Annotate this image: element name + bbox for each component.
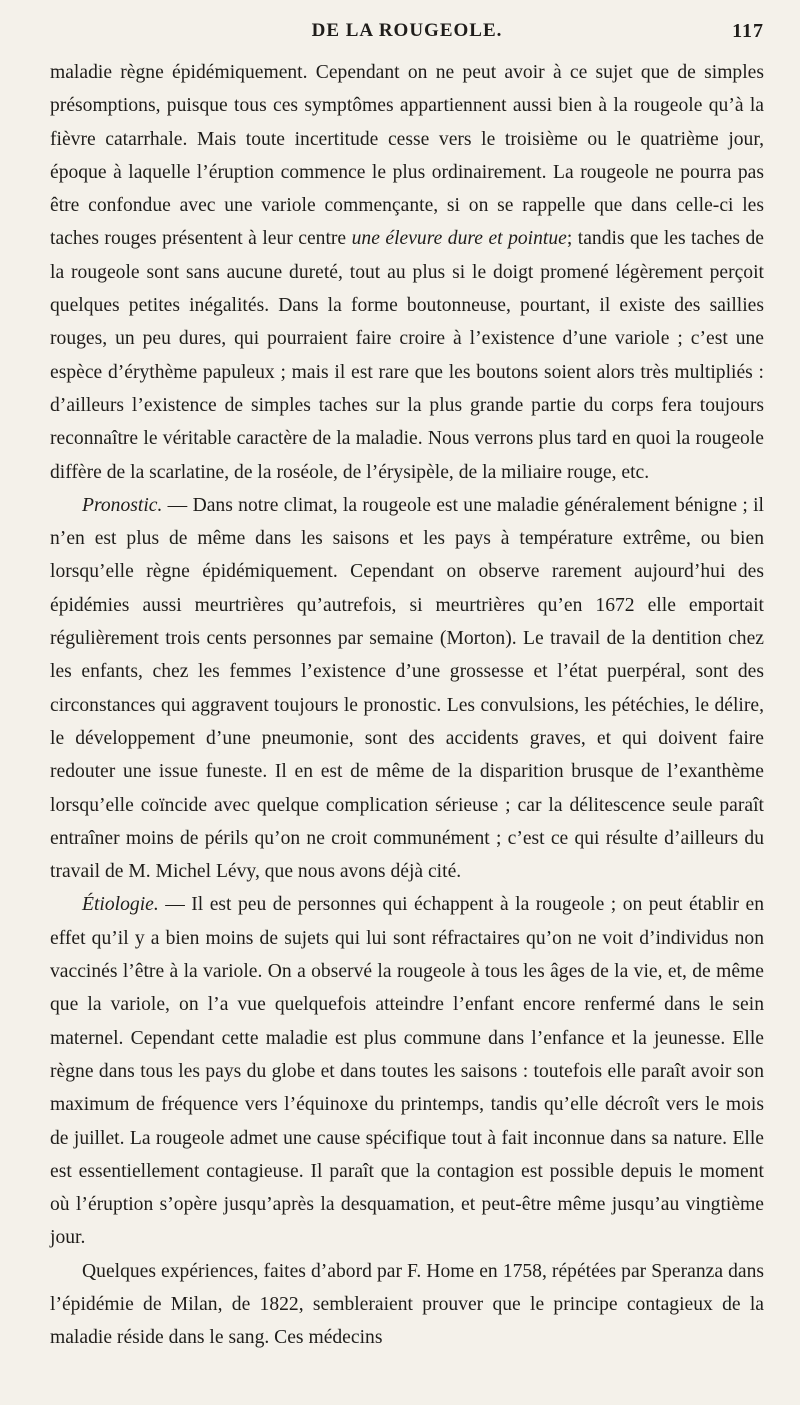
paragraph-diagnosis <box>50 56 764 489</box>
paragraph-pronostic <box>50 489 764 889</box>
text-run: maladie règne épidémiquement. Cependant on ne peut avoir à ce sujet que de simples présomptions, puisque tous ces symptômes appartiennent aussi bien à la rougeole qu’à la fièvre catarrhale. Mais toute incertitude cesse vers le troisième ou le quatrième jour, époque à laquelle l’éruption commence le plus ordinairement. La rougeole ne pourra pas être confondue avec une variole commençante, si on se rappelle que dans celle-ci les taches rouges présentent à leur centre <box>50 62 764 250</box>
text-run: — Il est peu de personnes qui échappent à la rougeole ; on peut établir en effet qu’il y a bien moins de sujets qui lui sont réfractaires qu’on ne voit d’individus non vaccinés l’être à la variole. On a observé la rougeole à tous les âges de la vie, et, de même que la variole, on l’a vue quelquefois atteindre l’enfant encore renfermé dans le sein maternel. Cependant cette maladie est plus commune dans l’enfance et la jeunesse. Elle règne dans tous les pays du globe et dans toutes les saisons : toutefois elle paraît avoir son maximum de fréquence vers l’équinoxe du printemps, tandis qu’elle décroît vers le mois de juillet. La rougeole admet une cause spécifique tout à fait inconnue dans sa nature. Elle est essentiellement contagieuse. Il paraît que la contagion est possible depuis le moment où l’éruption s’opère jusqu’après la desquamation, et peut-être même jusqu’au vingtième jour. <box>50 894 764 1249</box>
body-text <box>50 56 764 1355</box>
text-run: ; tandis que les taches de la rougeole sont sans aucune dureté, tout au plus si le doigt promené légèrement perçoit quelques petites inégalités. Dans la forme boutonneuse, pourtant, il existe des saillies rouges, un peu dures, qui pourraient faire croire à l’existence d’une variole ; c’est une espèce d’érythème papuleux ; mais il est rare que les boutons soient alors très multipliés : d’ailleurs l’existence de simples taches sur la plus grande partie du corps fera toujours reconnaître le véritable caractère de la maladie. Nous verrons plus tard en quoi la rougeole diffère de la scarlatine, de la roséole, de l’érysipèle, de la miliaire rouge, etc. <box>50 228 764 483</box>
page-number: 117 <box>732 20 764 42</box>
section-heading-pronostic: Pronostic. <box>82 494 163 516</box>
section-heading-etiologie: Étiologie. <box>82 894 159 916</box>
italic-phrase: une élevure dure et pointue <box>351 228 567 250</box>
text-run: Quelques expériences, faites d’abord par F. Home en 1758, répétées par Speranza dans l’épidémie de Milan, de 1822, sembleraient prouver que le principe contagieux de la maladie réside dans le sang. Ces médecins <box>50 1260 764 1349</box>
text-run: — Dans notre climat, la rougeole est une maladie généralement bénigne ; il n’en est plus de même dans les saisons et les pays à température extrême, ou bien lorsqu’elle règne épidémiquement. Cependant on observe rarement aujourd’hui des épidémies aussi meurtrières qu’autrefois, si meurtrières qu’en 1672 elle emportait régulièrement trois cents personnes par semaine (Morton). Le travail de la dentition chez les enfants, chez les femmes l’existence d’une grossesse et l’état puerpéral, sont des circonstances qui aggravent toujours le pronostic. Les convulsions, les pétéchies, le délire, le développement d’une pneumonie, sont des accidents graves, et qui doivent faire redouter une issue funeste. Il en est de même de la disparition brusque de l’exanthème lorsqu’elle coïncide avec quelque complication sérieuse ; car la délitescence seule paraît entraîner moins de périls qu’on ne croit communément ; c’est ce qui résulte d’ailleurs du travail de M. Michel Lévy, que nous avons déjà cité. <box>50 494 764 883</box>
running-head <box>50 16 764 56</box>
running-title: DE LA ROUGEOLE. <box>311 20 503 41</box>
paragraph-experiences <box>50 1255 764 1355</box>
paragraph-etiologie <box>50 888 764 1254</box>
